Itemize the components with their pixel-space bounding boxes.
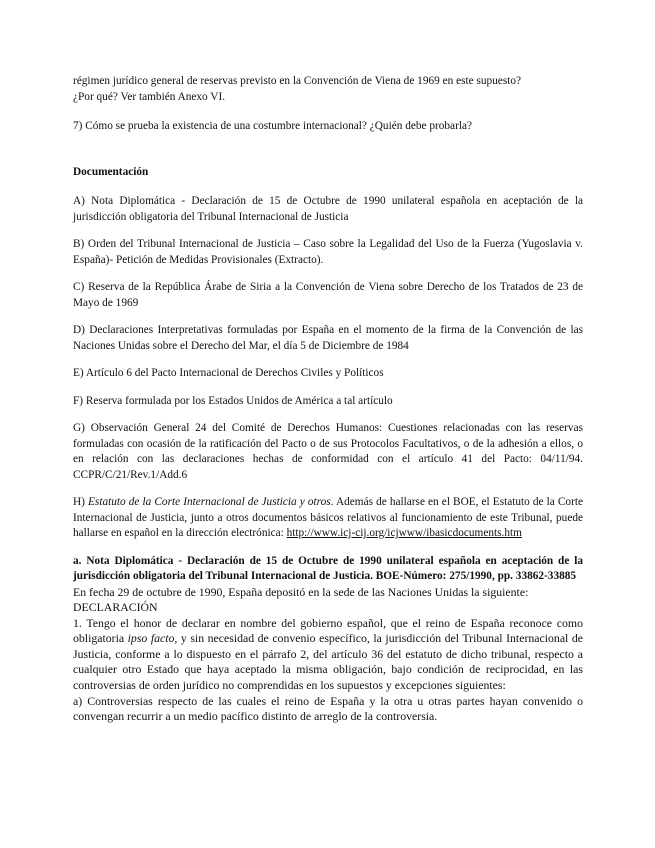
declaration-paragraph-2: a) Controversias respecto de las cuales el reino de España y la otra u otras partes hayan convenido o convengan recurrir a un medio pacífico distinto de arreglo de la controversia. bbox=[73, 693, 583, 724]
declaration-paragraph-1-part-b: y sin necesidad de convenio específico, la jurisdicción del Tribunal Internacional de Justicia, conforme a lo dispuesto en el párrafo 2, del artículo 36 del estatuto de dicho tribunal, respecto a cualquier otro Estado que haya aceptado la misma obligación, bajo condición de reciprocidad, en las controversias de orden jurídico no comprendidas en los supuestos y excepciones siguientes: bbox=[73, 631, 583, 693]
intro-line-2: ¿Por qué? Ver también Anexo VI. bbox=[73, 90, 226, 103]
doc-item-h-prefix: H) bbox=[73, 496, 89, 508]
document-page bbox=[73, 74, 583, 725]
doc-item-h bbox=[73, 495, 583, 542]
doc-item-h-text: . Además de hallarse en el BOE, el Estatuto de la Corte Internacional de Justicia, junto a otros documentos básicos relativos al funcionamiento de este Tribunal, puede hallarse en español en la dirección electrónica: bbox=[73, 496, 583, 539]
doc-item-b: B) Orden del Tribunal Internacional de Justicia – Caso sobre la Legalidad del Uso de la Fuerza (Yugoslavia v. España)- Petición de Medidas Provisionales (Extracto). bbox=[73, 238, 583, 266]
doc-item-f: F) Reserva formulada por los Estados Unidos de América a tal artículo bbox=[73, 394, 393, 407]
section-a-title: a. Nota Diplomática - Declaración de 15 de Octubre de 1990 unilateral española en aceptación de la jurisdicción obligatoria del Tribunal Internacional de Justicia. BOE-Número: 275/1990, pp. 33862-33885 bbox=[73, 554, 583, 582]
doc-item-d: D) Declaraciones Interpretativas formuladas por España en el momento de la firma de la Convención de las Naciones Unidas sobre el Derecho del Mar, el día 5 de Diciembre de 1984 bbox=[73, 324, 583, 352]
declaration-paragraph-1 bbox=[73, 616, 583, 694]
documentation-heading: Documentación bbox=[73, 165, 149, 178]
declaration-heading: DECLARACIÓN bbox=[73, 600, 158, 615]
doc-item-a: A) Nota Diplomática - Declaración de 15 de Octubre de 1990 unilateral española en aceptación de la jurisdicción obligatoria del Tribunal Internacional de Justicia bbox=[73, 195, 583, 223]
declaration-paragraph-1-part-a: 1. Tengo el honor de declarar en nombre del gobierno español, que el reino de España reconoce como obligatoria bbox=[73, 615, 583, 646]
doc-item-h-title: Estatuto de la Corte Internacional de Justicia y otros bbox=[88, 496, 331, 508]
question-7: 7) Cómo se prueba la existencia de una costumbre internacional? ¿Quién debe probarla? bbox=[73, 120, 472, 132]
section-a-line-1: En fecha 29 de octubre de 1990, España depositó en la sede de las Naciones Unidas la siguiente: bbox=[73, 584, 529, 599]
icj-link[interactable]: http://www.icj-cij.org/icjwww/ibasicdocuments.htm bbox=[286, 527, 522, 539]
intro-line-1: régimen jurídico general de reservas previsto en la Convención de Viena de 1969 en este supuesto? bbox=[73, 75, 522, 87]
doc-item-c: C) Reserva de la República Árabe de Siria a la Convención de Viena sobre Derecho de los Tratados de 23 de Mayo de 1969 bbox=[73, 281, 583, 309]
doc-item-g: G) Observación General 24 del Comité de Derechos Humanos: Cuestiones relacionadas con las reservas formuladas con ocasión de la ratificación del Pacto o de sus Protocolos Facultativos, o de la adhesión a ellos, o en relación con las declaraciones hechas de conformidad con el artículo 41 del Pacto: 04/11/94. CCPR/C/21/Rev.1/Add.6 bbox=[73, 422, 583, 481]
intro-text bbox=[73, 74, 583, 105]
declaration-paragraph-1-italic: ipso facto, bbox=[127, 631, 178, 646]
doc-item-e: E) Artículo 6 del Pacto Internacional de Derechos Civiles y Políticos bbox=[73, 367, 384, 379]
